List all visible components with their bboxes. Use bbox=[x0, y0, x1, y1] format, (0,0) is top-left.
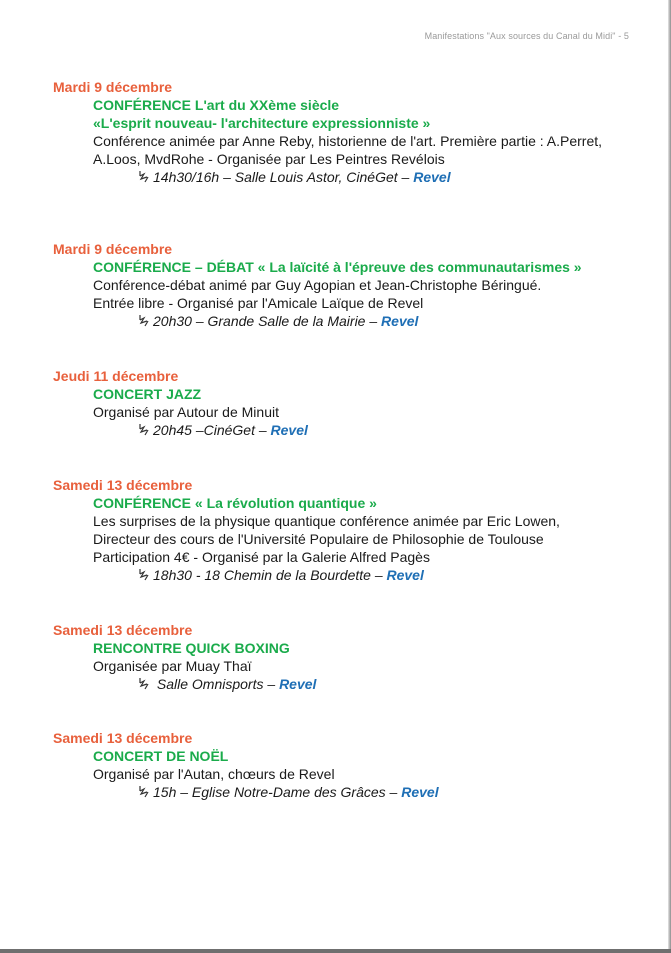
venue-place: 20h45 –CinéGet – bbox=[153, 422, 271, 438]
event-venue bbox=[137, 566, 653, 584]
event-entry bbox=[53, 78, 653, 186]
event-entry bbox=[53, 729, 653, 801]
venue-town: Revel bbox=[381, 313, 419, 329]
location-pin-icon bbox=[137, 568, 150, 581]
location-pin-icon bbox=[137, 170, 150, 183]
location-pin-icon bbox=[137, 423, 150, 436]
location-pin-icon bbox=[137, 677, 150, 690]
venue-place: 14h30/16h – Salle Louis Astor, CinéGet – bbox=[153, 169, 414, 185]
event-entry bbox=[53, 240, 653, 330]
event-date: Mardi 9 décembre bbox=[53, 241, 173, 257]
event-description: Entrée libre - Organisé par l'Amicale Laïque de Revel bbox=[93, 295, 424, 311]
event-date: Samedi 13 décembre bbox=[53, 477, 193, 493]
event-description: Organisé par Autour de Minuit bbox=[93, 404, 279, 420]
event-description: Participation 4€ - Organisé par la Galerie Alfred Pagès bbox=[93, 549, 430, 565]
event-venue bbox=[137, 421, 653, 439]
event-title: CONCERT DE NOËL bbox=[93, 748, 229, 764]
event-entry bbox=[53, 621, 653, 693]
event-title: CONFÉRENCE – DÉBAT « La laïcité à l'épreuve des communautarismes » bbox=[93, 259, 582, 275]
event-entry bbox=[53, 367, 653, 439]
event-title: CONCERT JAZZ bbox=[93, 386, 202, 402]
event-venue bbox=[137, 675, 653, 693]
venue-town: Revel bbox=[270, 422, 308, 438]
event-date: Samedi 13 décembre bbox=[53, 730, 193, 746]
event-description: Les surprises de la physique quantique conférence animée par Eric Lowen, bbox=[93, 513, 560, 529]
venue-place: 18h30 - 18 Chemin de la Bourdette – bbox=[153, 567, 387, 583]
event-venue bbox=[137, 783, 653, 801]
venue-place: 20h30 – Grande Salle de la Mairie – bbox=[153, 313, 382, 329]
running-header: Manifestations "Aux sources du Canal du Midi" - 5 bbox=[424, 31, 629, 41]
location-pin-icon bbox=[137, 314, 150, 327]
event-description: Directeur des cours de l'Université Populaire de Philosophie de Toulouse bbox=[93, 531, 544, 547]
venue-town: Revel bbox=[401, 784, 439, 800]
event-description: Conférence animée par Anne Reby, historienne de l'art. Première partie : A.Perret, bbox=[93, 133, 603, 149]
event-entry bbox=[53, 476, 653, 584]
event-title: CONFÉRENCE L'art du XXème siècle bbox=[93, 97, 340, 113]
event-venue bbox=[137, 312, 653, 330]
event-description: A.Loos, MvdRohe - Organisée par Les Peintres Revélois bbox=[93, 151, 445, 167]
event-subtitle: «L'esprit nouveau- l'architecture expressionniste » bbox=[93, 115, 431, 131]
page-bottom-edge bbox=[0, 949, 671, 953]
event-description: Organisée par Muay Thaï bbox=[93, 658, 252, 674]
venue-town: Revel bbox=[413, 169, 451, 185]
event-venue bbox=[137, 168, 653, 186]
venue-town: Revel bbox=[279, 676, 317, 692]
event-title: RENCONTRE QUICK BOXING bbox=[93, 640, 290, 656]
event-title: CONFÉRENCE « La révolution quantique » bbox=[93, 495, 377, 511]
event-date: Mardi 9 décembre bbox=[53, 79, 173, 95]
event-description: Conférence-débat animé par Guy Agopian et Jean-Christophe Béringué. bbox=[93, 277, 542, 293]
venue-place: Salle Omnisports – bbox=[153, 676, 280, 692]
venue-place: 15h – Eglise Notre-Dame des Grâces – bbox=[153, 784, 402, 800]
venue-town: Revel bbox=[386, 567, 424, 583]
event-description: Organisé par l'Autan, chœurs de Revel bbox=[93, 766, 335, 782]
event-date: Jeudi 11 décembre bbox=[53, 368, 179, 384]
location-pin-icon bbox=[137, 785, 150, 798]
event-date: Samedi 13 décembre bbox=[53, 622, 193, 638]
